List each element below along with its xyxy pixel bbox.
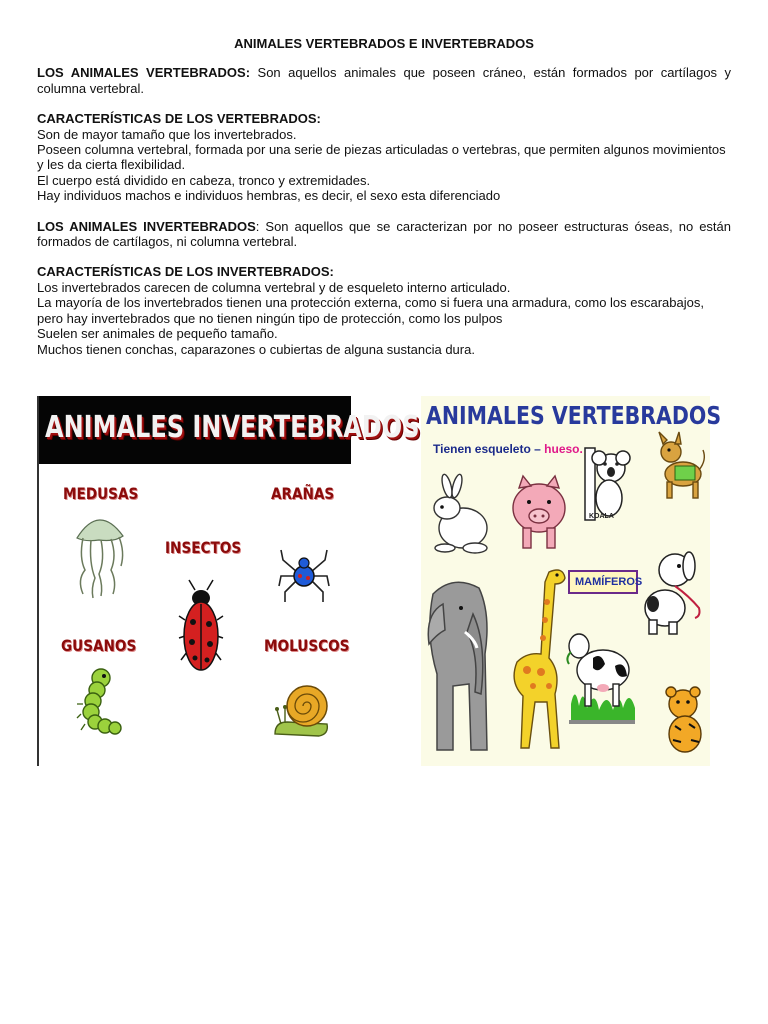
document-title: ANIMALES VERTEBRADOS E INVERTEBRADOS — [234, 36, 534, 51]
caterpillar-icon — [75, 666, 125, 736]
label-insectos: INSECTOS — [165, 538, 242, 557]
invertebrados-banner-text: ANIMALES INVERTEBRADOS — [45, 410, 420, 445]
invertebrados-line: Suelen ser animales de pequeño tamaño. — [37, 326, 278, 342]
label-medusas: MEDUSAS — [63, 484, 139, 503]
vertebrados-line: Poseen columna vertebral, formada por una serie de piezas articuladas o vertebras, que permiten algunos movimientos y les da cierta flexibilidad. — [37, 142, 726, 173]
label-moluscos: MOLUSCOS — [264, 636, 350, 655]
invertebrados-banner — [39, 396, 420, 464]
dog-icon — [653, 430, 707, 500]
pig-icon — [509, 472, 571, 552]
invertebrados-line: Los invertebrados carecen de columna vertebral y de esqueleto interno articulado. — [37, 279, 511, 295]
invertebrados-characteristics — [37, 264, 731, 356]
vertebrados-line: Hay individuos machos e individuos hembras, es decir, el sexo esta diferenciado — [37, 188, 501, 204]
spider-icon — [279, 546, 329, 604]
vertebrados-definition — [37, 65, 731, 96]
invertebrados-text: : Son aquellos que se caracterizan por no poseer estructuras óseas, no están formados de cartílagos, ni columna vertebral. — [37, 218, 731, 250]
label-gusanos: GUSANOS — [61, 636, 137, 655]
document-body — [37, 36, 731, 372]
subtitle-part2: hueso. — [544, 442, 583, 456]
label-aranas: ARAÑAS — [271, 484, 335, 503]
elephant-icon — [423, 574, 493, 754]
white-dog-icon — [639, 546, 705, 636]
invertebrados-line: La mayoría de los invertebrados tienen una protección externa, como si fuera una armadura, como los escarabajos, pero hay invertebrados que no tienen ningún tipo de protección, como los pulpos — [37, 295, 704, 326]
koala-label: KOALA — [589, 513, 614, 520]
vertebrados-line: Son de mayor tamaño que los invertebrados. — [37, 126, 297, 142]
invertebrados-image — [37, 396, 420, 766]
invertebrados-line: Muchos tienen conchas, caparazones o cubiertas de alguna sustancia dura. — [37, 341, 475, 357]
vertebrados-label: LOS ANIMALES VERTEBRADOS: — [37, 65, 251, 81]
invertebrados-definition — [37, 219, 731, 250]
subtitle-part1: Tienen esqueleto – — [433, 442, 545, 456]
tiger-icon — [661, 686, 709, 758]
vertebrados-characteristics — [37, 111, 731, 203]
ladybug-icon — [179, 580, 223, 676]
vertebrados-line: El cuerpo está dividido en cabeza, tronco y extremidades. — [37, 172, 371, 188]
mamiferos-badge — [568, 570, 643, 594]
invertebrados-label: LOS ANIMALES INVERTEBRADOS — [37, 218, 256, 234]
rabbit-icon — [425, 474, 493, 556]
cow-icon — [565, 624, 641, 728]
vertebrados-characteristics-heading: CARACTERÍSTICAS DE LOS VERTEBRADOS: — [37, 111, 321, 127]
jellyfish-icon — [67, 508, 131, 598]
vertebrados-image — [421, 396, 722, 766]
mamiferos-label: MAMÍFEROS — [575, 576, 643, 588]
snail-icon — [273, 678, 329, 738]
vertebrados-image-title: ANIMALES VERTEBRADOS — [426, 401, 722, 430]
vertebrados-image-subtitle — [433, 442, 583, 456]
invertebrados-characteristics-heading: CARACTERÍSTICAS DE LOS INVERTEBRADOS: — [37, 264, 334, 280]
vertebrados-text: Son aquellos animales que poseen cráneo, están formados por cartílagos y columna vertebral. — [37, 65, 732, 96]
